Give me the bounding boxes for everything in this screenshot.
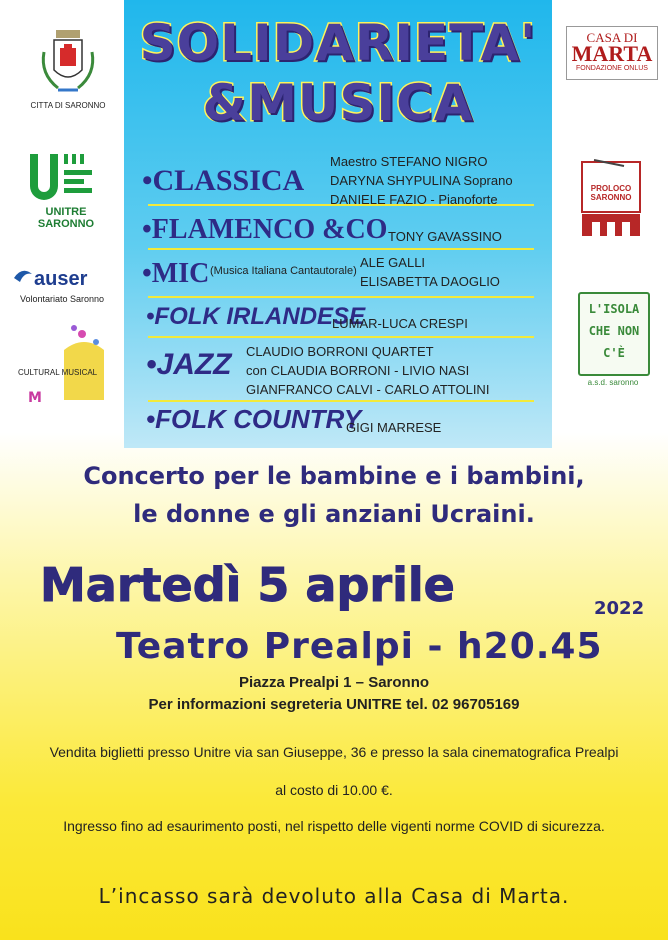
event-address: Piazza Prealpi 1 – Saronno	[238, 674, 430, 691]
event-year: 2022	[594, 598, 645, 619]
performer: CLAUDIO BORRONI QUARTET	[246, 344, 434, 359]
auser-logo-name: auser	[34, 268, 88, 290]
performer: GIANFRANCO CALVI - CARLO ATTOLINI	[246, 382, 490, 397]
genre-mic: •MIC	[142, 258, 210, 289]
casa-marta-line-3: FONDAZIONE ONLUS	[576, 65, 648, 72]
genre-folk-country: •FOLK COUNTRY	[146, 404, 362, 434]
isola-sub-text: a.s.d. saronno	[587, 378, 639, 387]
tickets-line-2: al costo di 10.00 €.	[275, 782, 393, 798]
isola-text: L'ISOLA CHE NON C'È	[588, 302, 640, 360]
isola-logo	[578, 292, 650, 376]
headline-line-1: Concerto per le bambine e i bambini,	[83, 462, 585, 490]
casa-marta-line-1: CASA DI	[586, 30, 638, 45]
saronno-crest-logo	[38, 24, 98, 102]
info-phone: Per informazioni segreteria UNITRE tel. 02 96705169	[148, 696, 520, 713]
svg-text:M: M	[28, 390, 42, 406]
auser-logo-mark	[12, 266, 34, 288]
cultural-musical-logo	[24, 320, 120, 410]
proloco-logo	[578, 152, 644, 238]
genre-jazz: •JAZZ	[146, 348, 232, 381]
performer: ALE GALLI	[360, 255, 426, 270]
event-venue: Teatro Prealpi - h20.45	[116, 626, 603, 667]
genre-folk-irlandese: •FOLK IRLANDESE	[146, 303, 366, 330]
performer: TONY GAVASSINO	[388, 229, 502, 244]
tickets-line-1: Vendita biglietti presso Unitre via san Giuseppe, 36 e presso la sala cinematografica Prealpi	[49, 744, 619, 760]
closing-line: L’incasso sarà devoluto alla Casa di Marta.	[98, 884, 570, 908]
title-line-1: SOLIDARIETA'	[139, 14, 537, 72]
performer: con CLAUDIA BORRONI - LIVIO NASI	[246, 363, 470, 378]
unitre-logo-text: UNITRE SARONNO	[37, 206, 95, 230]
separator	[148, 400, 534, 402]
entry-line: Ingresso fino ad esaurimento posti, nel rispetto delle vigenti norme COVID di sicurezza.	[63, 818, 605, 834]
unitre-logo	[28, 152, 98, 204]
auser-logo-sub: Volontariato Saronno	[20, 294, 105, 304]
performer: DANIELE FAZIO - Pianoforte	[330, 192, 498, 207]
performer: GIGI MARRESE	[346, 420, 442, 435]
headline-line-2: le donne e gli anziani Ucraini.	[133, 500, 535, 528]
proloco-text: PROLOCO SARONNO	[590, 184, 632, 202]
saronno-logo-text: CITTA DI SARONNO	[30, 101, 106, 110]
genre-classica: •CLASSICA	[142, 164, 305, 197]
genre-mic-note: (Musica Italiana Cantautorale)	[210, 265, 357, 277]
event-date: Martedì 5 aprile	[40, 558, 455, 612]
separator	[148, 248, 534, 250]
casa-di-marta-logo	[566, 26, 658, 80]
casa-marta-line-2: MARTA	[571, 41, 653, 66]
performer: ELISABETTA DAOGLIO	[360, 274, 500, 289]
title-line-2: &MUSICA	[202, 74, 474, 132]
genre-flamenco: •FLAMENCO &CO	[142, 214, 388, 245]
performer: Maestro STEFANO NIGRO	[330, 154, 488, 169]
performer: LUMAR-LUCA CRESPI	[332, 316, 468, 331]
separator	[148, 336, 534, 338]
separator	[148, 296, 534, 298]
performer: DARYNA SHYPULINA Soprano	[330, 173, 513, 188]
cultural-logo-text: CULTURAL MUSICAL	[18, 368, 98, 377]
